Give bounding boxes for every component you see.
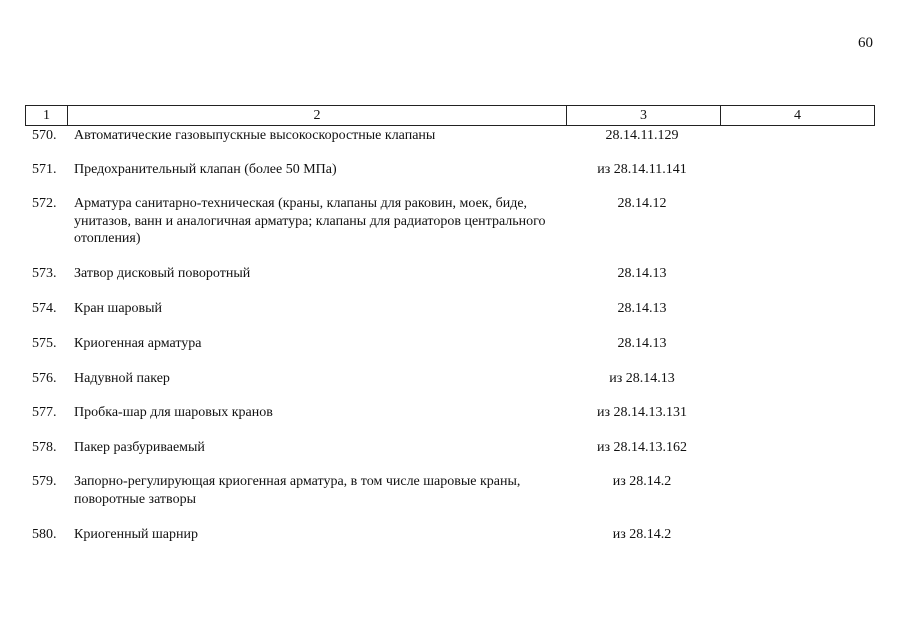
row-number: 572.	[32, 196, 57, 211]
row-number: 571.	[32, 162, 57, 177]
row-code: из 28.14.13.162	[596, 440, 688, 455]
row-code: из 28.14.13.131	[596, 405, 688, 420]
row-code: 28.14.13	[617, 266, 667, 281]
row-number: 570.	[32, 128, 57, 143]
row-name: Криогенная арматура	[74, 336, 202, 351]
row-number: 579.	[32, 474, 57, 489]
row-name: Надувной пакер	[74, 371, 170, 386]
row-name: Пакер разбуриваемый	[74, 440, 205, 455]
row-name: Кран шаровый	[74, 301, 163, 316]
header-col-2: 2	[68, 106, 567, 125]
row-code: 28.14.12	[617, 196, 667, 211]
row-number: 576.	[32, 371, 57, 386]
row-name: Пробка-шар для шаровых кранов	[74, 405, 273, 420]
row-name: Криогенный шарнир	[74, 527, 198, 542]
row-number: 577.	[32, 405, 57, 420]
row-number: 580.	[32, 527, 57, 542]
row-code: 28.14.13	[617, 336, 667, 351]
row-name: Арматура санитарно-техническая (краны, клапаны для раковин, моек, биде, унитазов, ванн и аналогичная арматура; клапаны для радиаторов центрального отопления)	[74, 196, 546, 246]
header-col-4: 4	[794, 108, 801, 123]
row-code: 28.14.13	[617, 301, 667, 316]
row-name: Автоматические газовыпускные высокоскоростные клапаны	[74, 128, 436, 143]
header-col-3: 3	[567, 106, 721, 125]
row-name: Запорно-регулирующая криогенная арматура, в том числе шаровые краны, поворотные затворы	[74, 474, 521, 507]
row-code: из 28.14.2	[612, 474, 672, 489]
row-code: 28.14.11.129	[605, 128, 679, 143]
row-number: 574.	[32, 301, 57, 316]
page-number: 60	[858, 35, 873, 51]
row-name: Предохранительный клапан (более 50 МПа)	[74, 162, 337, 177]
row-code: из 28.14.13	[609, 371, 675, 386]
row-name: Затвор дисковый поворотный	[74, 266, 251, 281]
header-col-1: 1	[26, 106, 68, 125]
row-number: 575.	[32, 336, 57, 351]
row-code: из 28.14.2	[612, 527, 672, 542]
row-code: из 28.14.11.141	[597, 162, 687, 177]
row-number: 578.	[32, 440, 57, 455]
row-number: 573.	[32, 266, 57, 281]
